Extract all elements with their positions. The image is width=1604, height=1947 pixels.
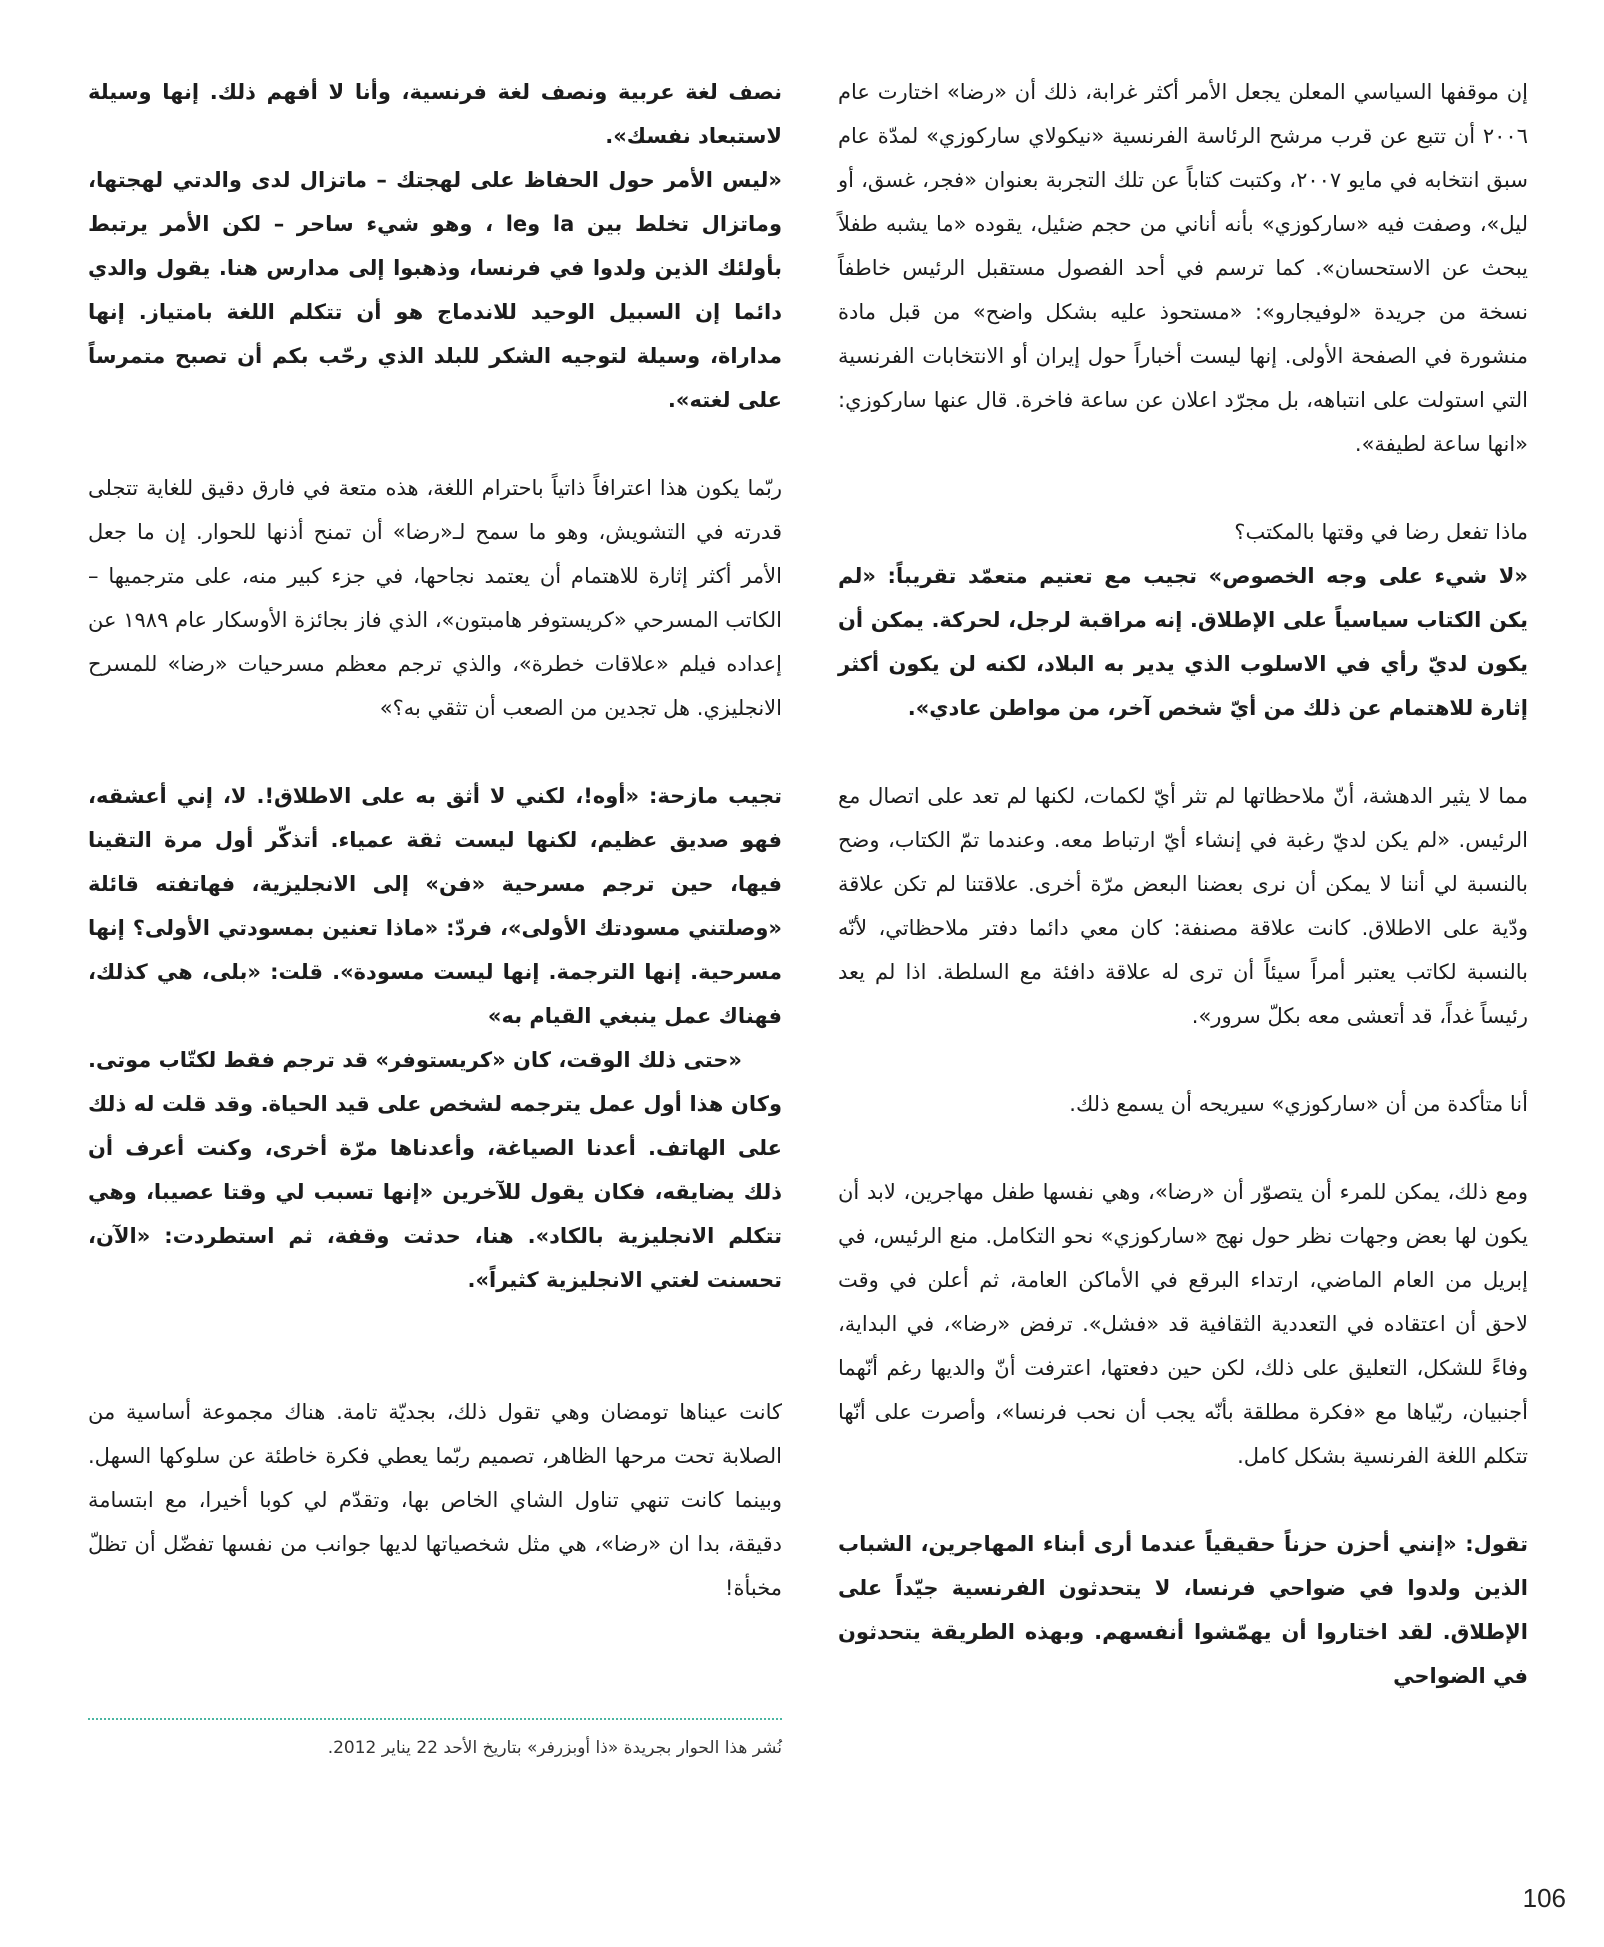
paragraph: إن موقفها السياسي المعلن يجعل الأمر أكثر غرابة، ذلك أن «رضا» اختارت عام ٢٠٠٦ أن تتبع عن قرب مرشح الرئاسة الفرنسية «نيكولاي ساركوزي» لمدّة عام سبق انتخابه في مايو ٢٠٠٧، وكتبت كتاباً عن تلك التجربة بعنوان «فجر، غسق، أو ليل»، وصفت فيه «ساركوزي» بأنه أناني من حجم ضئيل، يقوده «ما يشبه طفلاً يبحث عن الاستحسان». كما ترسم في أحد الفصول مستقبل الرئيس خاطفاً نسخة من جريدة «لوفيجارو»: «مستحوذ عليه بشكل واضح» من قبل مادة منشورة في الصفحة الأولى. إنها ليست أخباراً حول إيران أو الانتخابات الفرنسية التي استولت على انتباهه، بل مجرّد اعلان عن ساعة فاخرة. قال عنها ساركوزي: «انها ساعة لطيفة». [838, 80, 1528, 456]
paragraph: تقول: «إنني أحزن حزناً حقيقياً عندما أرى أبناء المهاجرين، الشباب الذين ولدوا في ضواحي فرنسا، لا يتحدثون الفرنسية جيّداً على الإطلاق. لقد اختاروا أن يهمّشوا أنفسهم. وبهذه الطريقة يتحدثون في الضواحي [838, 1532, 1528, 1688]
paragraph: ماذا تفعل رضا في وقتها بالمكتب؟ [1234, 520, 1528, 544]
page-number: 106 [1522, 1883, 1566, 1913]
paragraph: «ليس الأمر حول الحفاظ على لهجتك – ماتزال لدى والدتي لهجتها، وماتزال تخلط بين la وle ، وهو شيء ساحر – لكن الأمر يرتبط بأولئك الذين ولدوا في فرنسا، وذهبوا إلى مدارس هنا. يقول والدي دائما إن السبيل الوحيد للاندماج هو أن تتكلم اللغة بامتياز. إنها مداراة، وسيلة لتوجيه الشكر للبلد الذي رحّب بكم أن تصبح متمرساً على لغته». [88, 168, 782, 412]
paragraph: تجيب مازحة: «أوه!، لكني لا أثق به على الاطلاق!. لا، إني أعشقه، فهو صديق عظيم، لكنها ليست ثقة عمياء. أتذكّر أول مرة التقينا فيها، حين ترجم مسرحية «فن» إلى الانجليزية، فهاتفته قائلة «وصلتني مسودتك الأولى»، فردّ: «ماذا تعنين بمسودتي الأولى؟ إنها مسرحية. إنها الترجمة. إنها ليست مسودة». قلت: «بلى، هي كذلك، فهناك عمل ينبغي القيام به» [88, 784, 782, 1028]
paragraph: مما لا يثير الدهشة، أنّ ملاحظاتها لم تثر أيّ لكمات، لكنها لم تعد على اتصال مع الرئيس. «لم يكن لديّ رغبة في إنشاء أيّ ارتباط معه. وعندما تمّ الكتاب، وضح بالنسبة لي أننا لا يمكن أن نرى بعضنا البعض مرّة أخرى. علاقتنا لم تكن علاقة ودّية على الاطلاق. كانت علاقة مصنفة: كان معي دائما دفتر ملاحظاتي، لأنّه بالنسبة لكاتب يعتبر أمراً سيئاً أن ترى له علاقة دافئة مع السلطة. اذا لم يعد رئيساً غداً، قد أتعشى معه بكلّ سرور». [838, 784, 1528, 1028]
left-column [88, 70, 782, 1610]
footnote: نُشر هذا الحوار بجريدة «ذا أوبزرفر» بتاريخ الأحد 22 يناير 2012. [327, 1738, 782, 1758]
paragraph: «حتى ذلك الوقت، كان «كريستوفر» قد ترجم فقط لكتّاب موتى. وكان هذا أول عمل يترجمه لشخص على قيد الحياة. وقد قلت له ذلك على الهاتف. أعدنا الصياغة، وأعدناها مرّة أخرى، وكنت أعرف أن ذلك يضايقه، فكان يقول للآخرين «إنها تسبب لي وقتا عصيبا، وهي تتكلم الانجليزية بالكاد». هنا، حدثت وقفة، ثم استطردت: «الآن، تحسنت لغتي الانجليزية كثيراً». [88, 1048, 782, 1292]
paragraph: نصف لغة عربية ونصف لغة فرنسية، وأنا لا أفهم ذلك. إنها وسيلة لاستبعاد نفسك». [88, 80, 782, 148]
paragraph: كانت عيناها تومضان وهي تقول ذلك، بجديّة تامة. هناك مجموعة أساسية من الصلابة تحت مرحها الظاهر، تصميم ربّما يعطي فكرة خاطئة عن سلوكها السهل. وبينما كانت تنهي تناول الشاي الخاص بها، وتقدّم لي كوبا أخيرا، مع ابتسامة دقيقة، بدا ان «رضا»، هي مثل شخصياتها لديها جوانب من نفسها تفضّل أن تظلّ مخبأة! [88, 1400, 782, 1600]
paragraph: «لا شيء على وجه الخصوص» تجيب مع تعتيم متعمّد تقريباً: «لم يكن الكتاب سياسياً على الإطلاق. إنه مراقبة لرجل، لحركة. يمكن أن يكون لديّ رأي في الاسلوب الذي يدير به البلاد، لكنه لن يكون أكثر إثارة للاهتمام عن ذلك من أيّ شخص آخر، من مواطن عادي». [838, 564, 1528, 720]
footnote-divider [88, 1718, 782, 1720]
paragraph: أنا متأكدة من أن «ساركوزي» سيريحه أن يسمع ذلك. [1069, 1092, 1528, 1116]
right-column [838, 70, 1528, 1698]
paragraph: ربّما يكون هذا اعترافاً ذاتياً باحترام اللغة، هذه متعة في فارق دقيق للغاية تتجلى قدرته في التشويش، وهو ما سمح لـ«رضا» أن تمنح أذنها للحوار. إن ما جعل الأمر أكثر إثارة للاهتمام أن يعتمد نجاحها، في جزء كبير منه، على مترجميها – الكاتب المسرحي «كريستوفر هامبتون»، الذي فاز بجائزة الأوسكار عام ١٩٨٩ عن إعداده فيلم «علاقات خطرة»، والذي ترجم معظم مسرحيات «رضا» للمسرح الانجليزي. هل تجدين من الصعب أن تثقي به؟» [88, 476, 782, 720]
paragraph: ومع ذلك، يمكن للمرء أن يتصوّر أن «رضا»، وهي نفسها طفل مهاجرين، لابد أن يكون لها بعض وجهات نظر حول نهج «ساركوزي» نحو التكامل. منع الرئيس، في إبريل من العام الماضي، ارتداء البرقع في الأماكن العامة، ثم أعلن في وقت لاحق أن اعتقاده في التعددية الثقافية قد «فشل». ترفض «رضا»، في البداية، وفاءً للشكل، التعليق على ذلك، لكن حين دفعتها، اعترفت أنّ والديها رغم أنّهما أجنبيان، ربّياها مع «فكرة مطلقة بأنّه يجب أن نحب فرنسا»، وأصرت على أنّها تتكلم اللغة الفرنسية بشكل كامل. [838, 1180, 1528, 1468]
